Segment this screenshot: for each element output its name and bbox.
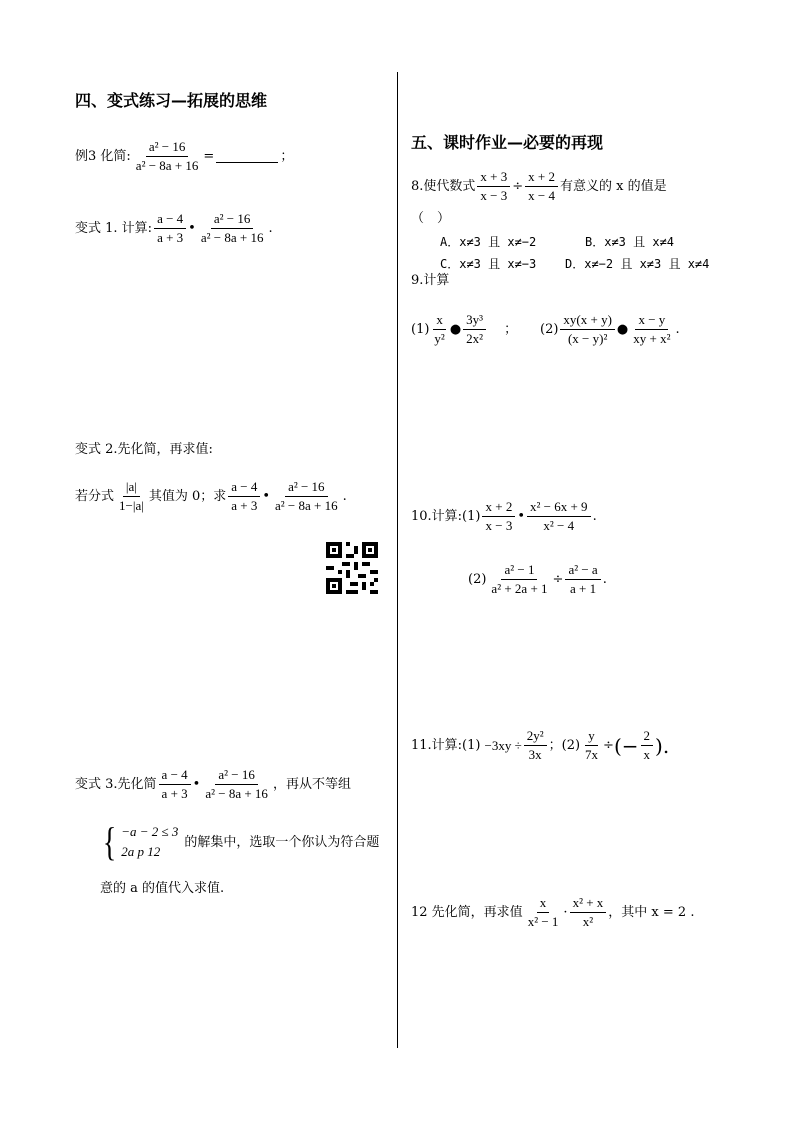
punctuation: ；: [504, 322, 518, 337]
inequality-system: [100, 819, 380, 864]
variant-1: [75, 210, 273, 247]
fraction-denominator: 7x: [585, 747, 599, 762]
fraction-numerator: |a|: [123, 478, 140, 497]
question-11: [411, 727, 669, 764]
fraction-numerator: a − 4: [159, 766, 191, 785]
fraction: [565, 561, 600, 598]
variant-1-label: 变式 1. 计算:: [75, 221, 153, 236]
fraction: [527, 498, 591, 535]
punctuation: ；: [548, 738, 562, 753]
fraction-numerator: x + 3: [477, 168, 510, 187]
question-9-part-2: [540, 311, 680, 348]
fraction-denominator: x²: [582, 914, 594, 929]
multiply-dot: •: [188, 221, 196, 236]
fraction: [431, 311, 447, 348]
question-8: [411, 168, 667, 205]
multiply-dot: •: [192, 777, 201, 792]
fraction-denominator: a + 3: [157, 230, 184, 245]
part-label: (2): [468, 572, 487, 587]
fraction-denominator: x − 4: [528, 188, 555, 203]
fraction-denominator: xy + x²: [633, 331, 671, 346]
fraction: [272, 478, 341, 515]
system-line-1: −a − 2 ≤ 3: [121, 824, 179, 839]
fraction: [228, 478, 260, 515]
divide-sign: ÷: [603, 738, 614, 753]
answer-blank: [216, 150, 278, 163]
fraction-numerator: x + 2: [525, 168, 558, 187]
fraction: [525, 168, 558, 205]
part-label: (2): [561, 738, 581, 753]
example-3: [75, 138, 293, 175]
question-12-label: 12 先化简，再求值: [411, 905, 523, 920]
question-8-suffix: 有意义的 x 的值是: [560, 179, 667, 194]
fraction-denominator: a + 3: [231, 498, 258, 513]
fraction-denominator: x² − 4: [543, 518, 575, 533]
question-9-title: 9.计算: [411, 273, 450, 288]
part-label: (1): [411, 322, 430, 337]
option-a[interactable]: A．x≠3 且 x≠−2: [440, 235, 537, 249]
open-paren: (−: [613, 733, 639, 758]
punctuation: .: [592, 509, 597, 524]
option-b[interactable]: B．x≠3 且 x≠4: [585, 235, 675, 249]
qr-code-icon[interactable]: [326, 542, 378, 594]
multiply-dot: •: [262, 489, 271, 504]
fraction: [477, 168, 510, 205]
fraction-numerator: 2y²: [524, 727, 547, 746]
variant-2-prefix: 若分式: [75, 489, 115, 504]
fraction: [202, 766, 271, 803]
fraction-numerator: x² + x: [570, 894, 607, 913]
punctuation: .: [675, 322, 680, 337]
multiply-dot: ●: [616, 322, 629, 337]
divide-sign: ÷: [512, 179, 524, 194]
fraction-numerator: a² − 1: [501, 561, 537, 580]
fraction-numerator: xy(x + y): [560, 311, 615, 330]
system-lines: [121, 822, 178, 862]
question-12-suffix: ，其中 x = 2 .: [608, 905, 695, 920]
fraction-denominator: 3x: [528, 747, 542, 762]
fraction-numerator: a² − 16: [215, 766, 258, 785]
fraction-denominator: a² − 8a + 16: [275, 498, 338, 513]
fraction-numerator: x − y: [635, 311, 668, 330]
fraction-numerator: x + 2: [482, 498, 515, 517]
fraction-numerator: x² − 6x + 9: [527, 498, 591, 517]
fraction-numerator: a² − 16: [285, 478, 328, 497]
question-10-part-2: [468, 561, 607, 598]
fraction: [154, 210, 186, 247]
left-brace: {: [102, 819, 117, 864]
example-3-fraction: [133, 138, 202, 175]
fraction: [582, 727, 601, 764]
fraction-numerator: a² − 16: [146, 138, 189, 157]
fraction: [198, 210, 267, 247]
answer-paren: （ ）: [411, 211, 451, 226]
fraction: [560, 311, 615, 348]
fraction: [570, 894, 607, 931]
fraction-numerator: 2: [641, 727, 654, 746]
fraction-denominator: a + 1: [570, 581, 597, 596]
question-11-label: 11.计算:(1): [411, 738, 481, 753]
fraction: [630, 311, 673, 348]
fraction-numerator: a² − 16: [211, 210, 254, 229]
option-d[interactable]: D．x≠−2 且 x≠3 且 x≠4: [565, 257, 710, 271]
fraction-numerator: a − 4: [154, 210, 186, 229]
question-10-label: 10.计算:(1): [411, 509, 481, 524]
fraction-numerator: 3y³: [463, 311, 486, 330]
fraction: [159, 766, 191, 803]
question-12: [411, 894, 694, 931]
system-line-2: 2a p 12: [121, 844, 161, 859]
fraction-denominator: x − 3: [485, 518, 513, 533]
fraction: [524, 727, 547, 764]
question-10-part-1: [411, 498, 597, 535]
variant-3-label: 变式 3.先化简: [75, 777, 157, 792]
fraction: [525, 894, 562, 931]
equals-sign: =: [203, 149, 215, 164]
multiply-dot: ●: [449, 322, 462, 337]
expression: −3xy ÷: [484, 738, 522, 753]
fraction-denominator: a + 3: [161, 786, 188, 801]
fraction-denominator: x − 3: [480, 188, 508, 203]
fraction-denominator: a² − 8a + 16: [135, 158, 199, 173]
fraction-numerator: x: [433, 311, 446, 330]
punctuation: ；: [280, 149, 294, 164]
fraction-denominator: x² − 1: [527, 914, 559, 929]
column-divider: [397, 72, 398, 1048]
system-after: 的解集中，选取一个你认为符合题: [184, 834, 380, 850]
divide-sign: ÷: [552, 572, 564, 587]
fraction-denominator: a² − 8a + 16: [200, 230, 264, 245]
fraction-denominator: x: [643, 747, 651, 762]
fraction: [482, 498, 515, 535]
variant-3: [75, 766, 351, 803]
option-c[interactable]: C．x≠3 且 x≠−3: [440, 257, 537, 271]
condition-fraction: [116, 478, 147, 515]
punctuation: .: [268, 221, 273, 236]
fraction-numerator: a² − a: [565, 561, 600, 580]
fraction-denominator: 1−|a|: [119, 498, 144, 513]
fraction-denominator: y²: [434, 331, 445, 346]
fraction: [641, 727, 654, 764]
fraction-numerator: a − 4: [228, 478, 260, 497]
section-title-right: 五、课时作业—必要的再现: [411, 133, 604, 152]
variant-2-body: [75, 478, 347, 515]
fraction: [488, 561, 550, 598]
multiply-dot: •: [517, 509, 525, 524]
fraction-denominator: 2x²: [466, 331, 484, 346]
variant-2-title: 变式 2.先化简，再求值:: [75, 442, 213, 457]
punctuation: .: [342, 489, 347, 504]
fraction-denominator: a² − 8a + 16: [205, 786, 268, 801]
question-8-prefix: 8.使代数式: [411, 179, 476, 194]
example-3-label: 例3 化简:: [75, 149, 131, 164]
fraction-denominator: a² + 2a + 1: [491, 581, 548, 596]
variant-2-mid: 其值为 0；求: [148, 489, 227, 504]
fraction-numerator: x: [537, 894, 550, 913]
question-9-part-1: [411, 311, 517, 348]
variant-3-after: ，再从不等组: [272, 777, 351, 792]
fraction-numerator: y: [585, 727, 598, 746]
fraction-denominator: (x − y)²: [567, 331, 608, 346]
part-label: (2): [540, 322, 559, 337]
multiply-dot: ·: [563, 905, 568, 920]
punctuation: .: [602, 572, 607, 587]
close-paren: ).: [655, 733, 670, 758]
fraction: [463, 311, 486, 348]
variant-3-last-line: 意的 a 的值代入求值.: [100, 881, 225, 896]
section-title-left: 四、变式练习—拓展的思维: [75, 91, 268, 110]
